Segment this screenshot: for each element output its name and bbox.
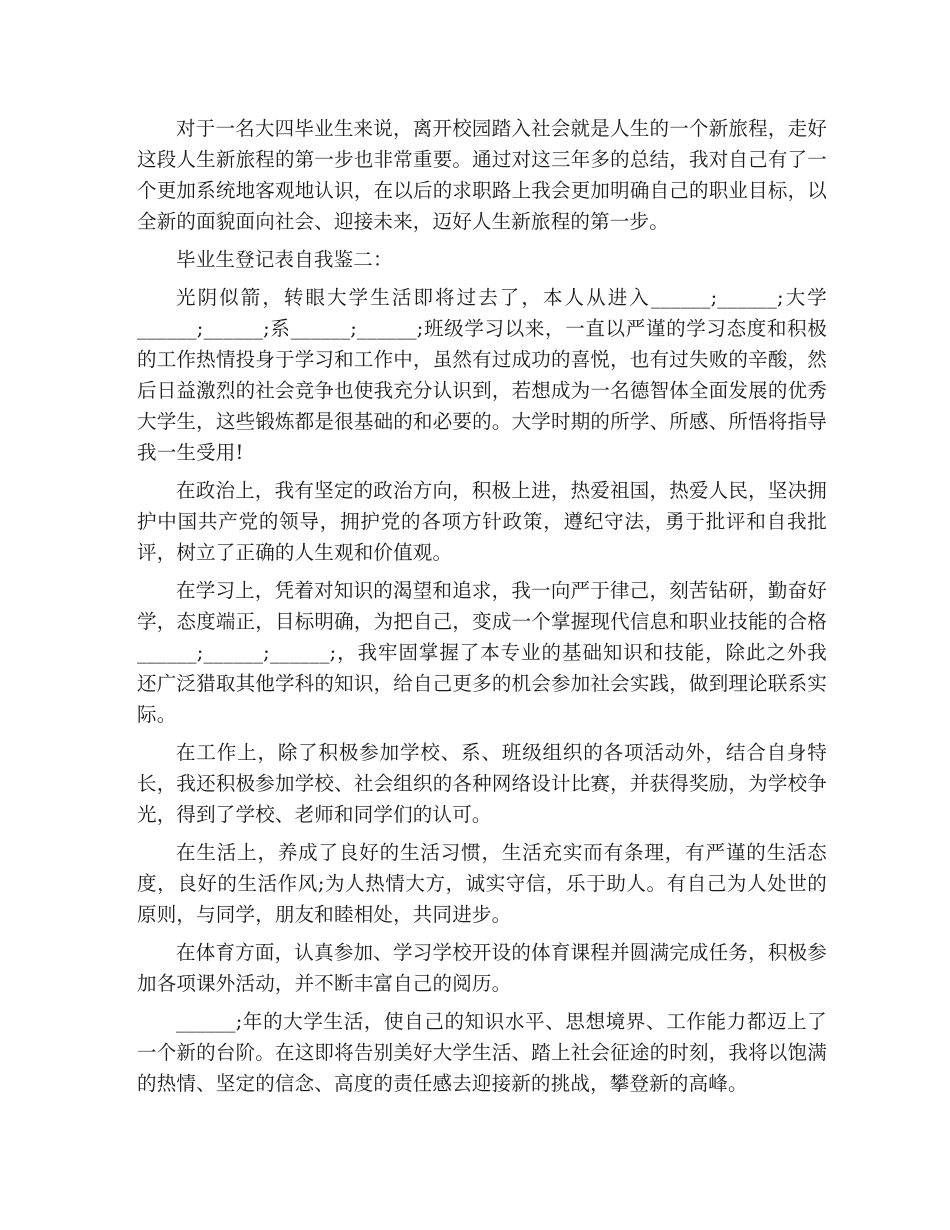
- paragraph-politics: 在政治上，我有坚定的政治方向，积极上进，热爱祖国，热爱人民，坚决拥护中国共产党的领导，拥护党的各项方针政策，遵纪守法，勇于批评和自我批评，树立了正确的人生观和价值观。: [137, 479, 827, 564]
- paragraph-opening: 光阴似箭，转眼大学生活即将过去了，本人从进入______;______;大学______;______;系______;______;班级学习以来，一直以严谨的学习态度和积极的工作热情投身于学习和工作中，虽然有过成功的喜悦，也有过失败的辛酸，然后日益激烈的社会竞争也使我充分认识到，若想成为一名德智体全面发展的优秀大学生，这些锻炼都是很基础的和必要的。大学时期的所学、所感、所悟将指导我一生受用!: [137, 286, 827, 464]
- section-heading: 毕业生登记表自我鉴二：: [176, 248, 393, 271]
- paragraph-conclusion: ______;年的大学生活，使自己的知识水平、思想境界、工作能力都迈上了一个新的台阶。在这即将告别美好大学生活、踏上社会征途的时刻，我将以饱满的热情、坚定的信念、高度的责任感去迎接新的挑战，攀登新的高峰。: [137, 1010, 827, 1095]
- document-page: [137, 113, 827, 1106]
- paragraph-sports: 在体育方面，认真参加、学习学校开设的体育课程并圆满完成任务，积极参加各项课外活动，并不断丰富自己的阅历。: [137, 941, 827, 995]
- paragraph-work: 在工作上，除了积极参加学校、系、班级组织的各项活动外，结合自身特长，我还积极参加学校、社会组织的各种网络设计比赛，并获得奖励，为学校争光，得到了学校、老师和同学们的认可。: [137, 741, 827, 826]
- paragraph-study: 在学习上，凭着对知识的渴望和追求，我一向严于律己，刻苦钻研，勤奋好学，态度端正，目标明确，为把自己，变成一个掌握现代信息和职业技能的合格______;______;______;，我牢固掌握了本专业的基础知识和技能，除此之外我还广泛猎取其他学科的知识，给自己更多的机会参加社会实践，做到理论联系实际。: [137, 579, 827, 726]
- paragraph-life: 在生活上，养成了良好的生活习惯，生活充实而有条理，有严谨的生活态度，良好的生活作风;为人热情大方，诚实守信，乐于助人。有自己为人处世的原则，与同学，朋友和睦相处，共同进步。: [137, 841, 827, 926]
- paragraph-intro: 对于一名大四毕业生来说，离开校园踏入社会就是人生的一个新旅程，走好这段人生新旅程的第一步也非常重要。通过对这三年多的总结，我对自己有了一个更加系统地客观地认识，在以后的求职路上我会更加明确自己的职业目标，以全新的面貌面向社会、迎接未来，迈好人生新旅程的第一步。: [137, 117, 827, 233]
